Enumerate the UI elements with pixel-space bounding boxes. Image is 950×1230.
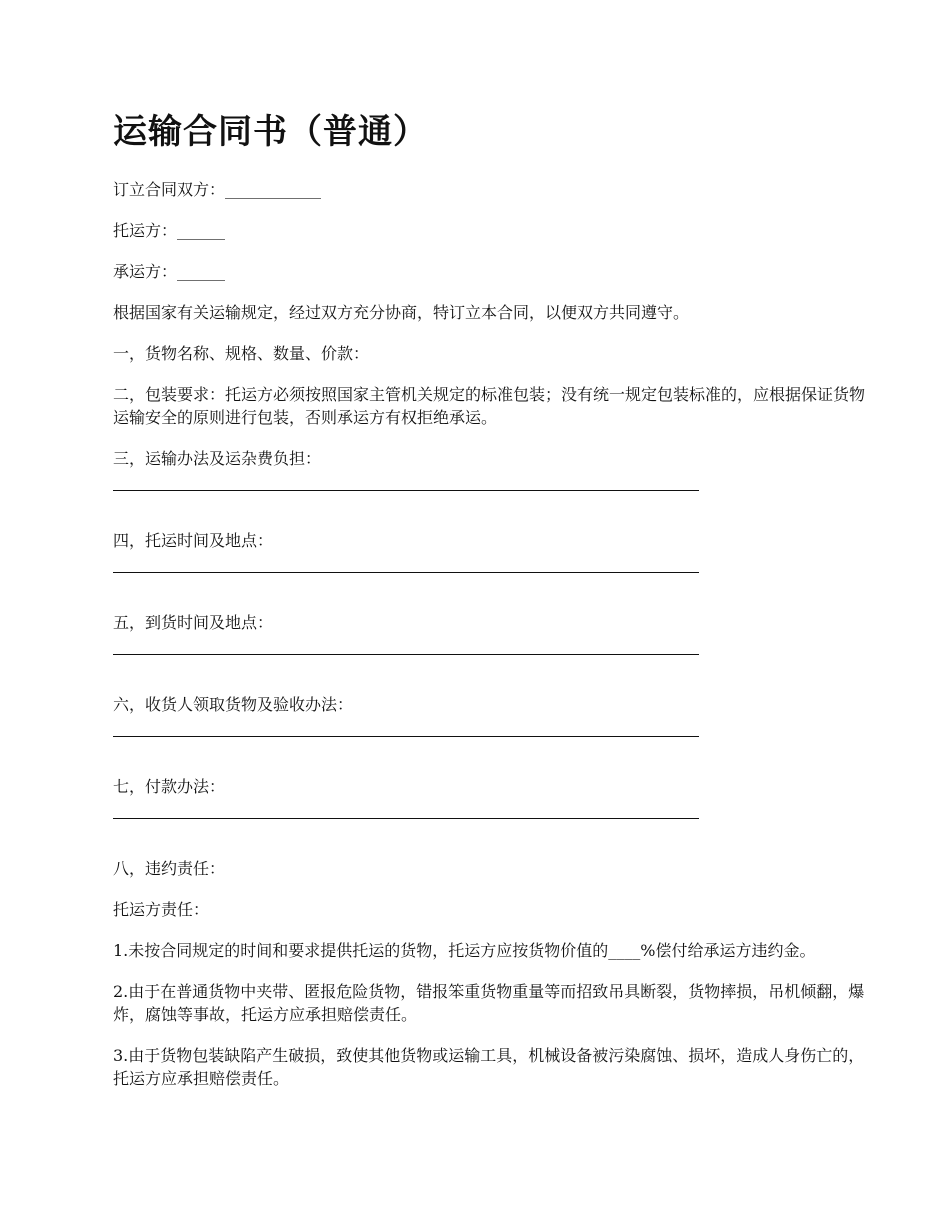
fill-in-line xyxy=(113,818,699,819)
preamble: 根据国家有关运输规定，经过双方充分协商，特订立本合同，以便双方共同遵守。 xyxy=(113,303,690,322)
liability-item-3: 3.由于货物包装缺陷产生破损，致使其他货物或运输工具，机械设备被污染腐蚀、损坏，造成人身伤亡的，托运方应承担赔偿责任。 xyxy=(113,1046,865,1088)
shipper-line: 托运方：______ xyxy=(113,221,226,240)
clause-1: 一，货物名称、规格、数量、价款： xyxy=(113,344,370,363)
clause-2: 二，包装要求：托运方必须按照国家主管机关规定的标准包装；没有统一规定包装标准的，应根据保证货物运输安全的原则进行包装，否则承运方有权拒绝承运。 xyxy=(113,385,866,427)
document-title: 运输合同书（普通） xyxy=(113,112,428,152)
fill-in-line xyxy=(113,654,699,655)
clause-4: 四，托运时间及地点： xyxy=(113,531,274,550)
liability-item-2: 2.由于在普通货物中夹带、匿报危险货物，错报笨重货物重量等而招致吊具断裂，货物摔损，吊机倾翻，爆炸，腐蚀等事故，托运方应承担赔偿责任。 xyxy=(113,982,865,1024)
fill-in-line xyxy=(113,572,699,573)
clause-5: 五，到货时间及地点： xyxy=(113,613,274,632)
carrier-line: 承运方：______ xyxy=(113,262,226,281)
fill-in-line xyxy=(113,736,699,737)
fill-in-line xyxy=(113,490,699,491)
clause-7: 七，付款办法： xyxy=(113,777,226,796)
clause-8: 八，违约责任： xyxy=(113,859,226,878)
clause-3: 三，运输办法及运杂费负担： xyxy=(113,449,322,468)
clause-6: 六，收货人领取货物及验收办法： xyxy=(113,695,354,714)
liability-item-1: 1.未按合同规定的时间和要求提供托运的货物，托运方应按货物价值的____%偿付给承运方违约金。 xyxy=(113,941,816,960)
parties-line: 订立合同双方：____________ xyxy=(113,180,322,199)
shipper-liability-heading: 托运方责任： xyxy=(113,900,210,919)
